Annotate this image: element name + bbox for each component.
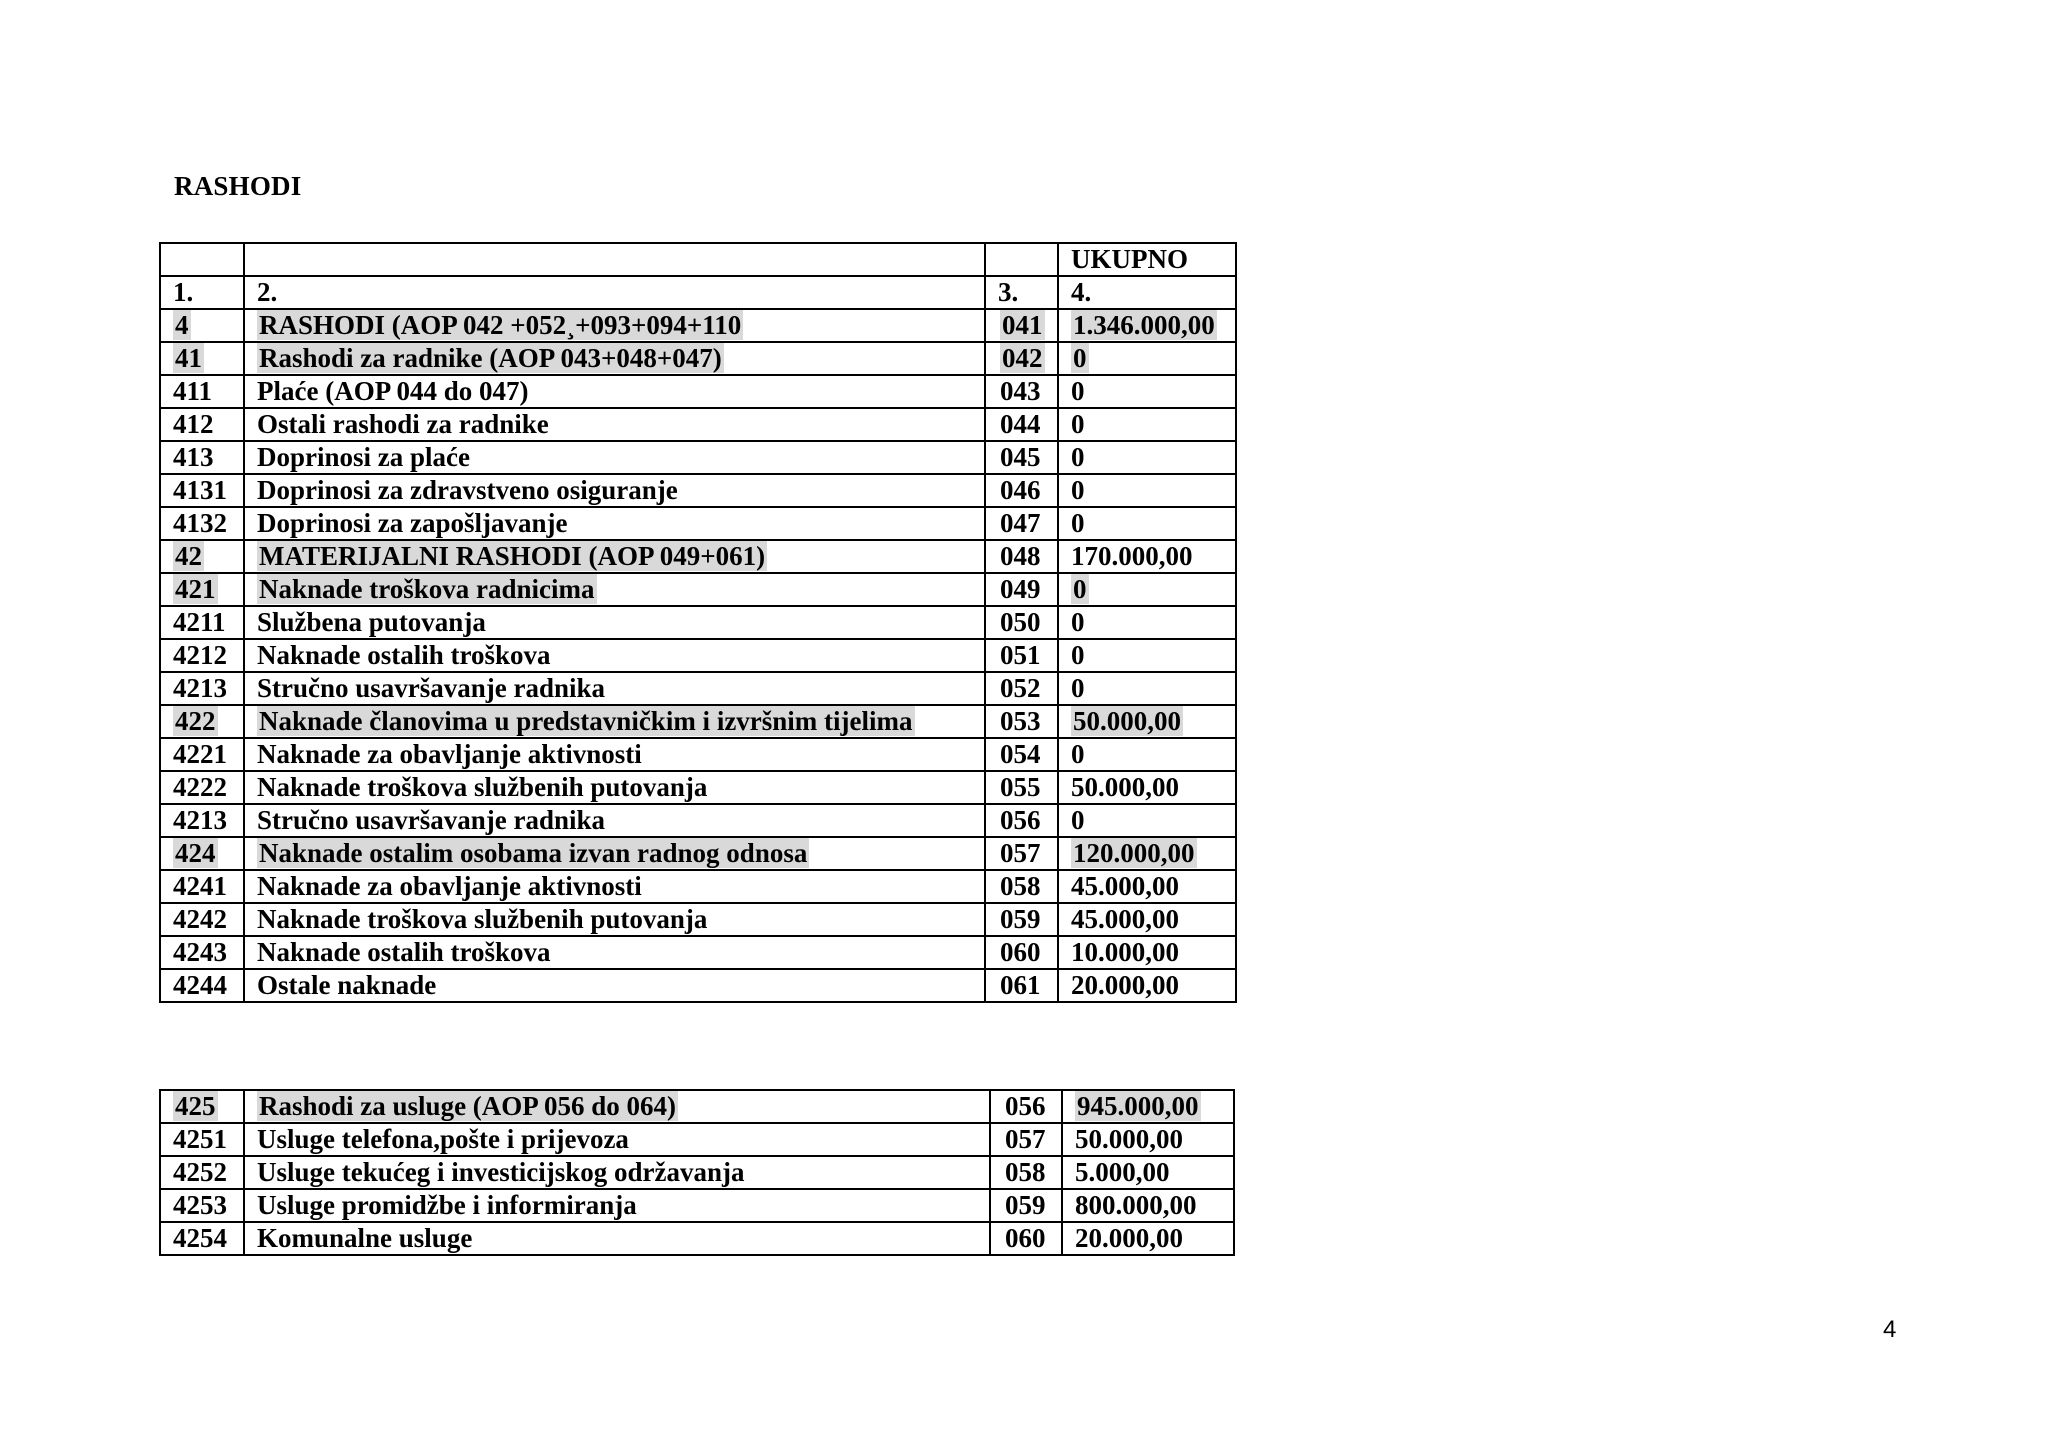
amount: 50.000,00 <box>1071 772 1179 802</box>
account-name-cell <box>244 540 985 573</box>
amount: 800.000,00 <box>1075 1190 1197 1220</box>
table-row <box>160 474 1236 507</box>
account-code: 4254 <box>173 1223 227 1253</box>
column-number-3: 3. <box>985 276 1058 309</box>
account-code-cell <box>160 837 244 870</box>
account-name-cell <box>244 342 985 375</box>
amount: 45.000,00 <box>1071 871 1179 901</box>
table-row <box>160 738 1236 771</box>
aop-code: 042 <box>1002 343 1043 373</box>
account-code-cell <box>160 474 244 507</box>
amount: 20.000,00 <box>1075 1223 1183 1253</box>
account-code-cell <box>160 540 244 573</box>
account-code: 4241 <box>173 871 227 901</box>
account-name-cell <box>244 1222 990 1255</box>
account-code: 42 <box>175 541 202 571</box>
table-row <box>160 606 1236 639</box>
account-name: RASHODI (AOP 042 +052¸+093+094+110 <box>259 310 742 340</box>
account-code-cell <box>160 1189 244 1222</box>
column-number-4: 4. <box>1058 276 1236 309</box>
account-code: 4222 <box>173 772 227 802</box>
account-name-cell <box>244 1123 990 1156</box>
account-name: Naknade troškova službenih putovanja <box>257 904 708 934</box>
account-code: 4213 <box>173 805 227 835</box>
table-row <box>160 804 1236 837</box>
amount: 20.000,00 <box>1071 970 1179 1000</box>
aop-code: 049 <box>1000 574 1041 604</box>
aop-code-cell <box>985 705 1058 738</box>
account-name: Naknade za obavljanje aktivnosti <box>257 871 642 901</box>
table-row <box>160 705 1236 738</box>
account-code: 413 <box>173 442 214 472</box>
aop-code-cell <box>985 804 1058 837</box>
column-number-1: 1. <box>160 276 244 309</box>
aop-code-cell <box>985 639 1058 672</box>
table-row <box>160 375 1236 408</box>
services-table-body <box>160 1090 1234 1255</box>
amount-cell <box>1058 573 1236 606</box>
aop-code: 056 <box>1005 1091 1046 1121</box>
aop-code-cell <box>985 672 1058 705</box>
amount-cell <box>1062 1222 1234 1255</box>
account-name: MATERIJALNI RASHODI (AOP 049+061) <box>259 541 766 571</box>
amount-cell <box>1058 870 1236 903</box>
amount: 0 <box>1071 442 1085 472</box>
account-code: 4132 <box>173 508 227 538</box>
amount: 0 <box>1073 574 1087 604</box>
amount: 0 <box>1071 508 1085 538</box>
aop-code-cell <box>985 936 1058 969</box>
amount-cell <box>1058 903 1236 936</box>
account-code-cell <box>160 408 244 441</box>
table-row <box>160 441 1236 474</box>
header-cell-2 <box>244 243 985 276</box>
account-code-cell <box>160 804 244 837</box>
column-number-row <box>160 276 1236 309</box>
account-name-cell <box>244 837 985 870</box>
amount-cell <box>1058 738 1236 771</box>
amount: 50.000,00 <box>1075 1124 1183 1154</box>
account-code: 4131 <box>173 475 227 505</box>
account-name-cell <box>244 606 985 639</box>
amount: 0 <box>1071 739 1085 769</box>
account-code-cell <box>160 639 244 672</box>
account-code-cell <box>160 1222 244 1255</box>
aop-code: 058 <box>1000 871 1041 901</box>
amount-cell <box>1058 408 1236 441</box>
account-name-cell <box>244 903 985 936</box>
account-code-cell <box>160 573 244 606</box>
aop-code-cell <box>990 1123 1062 1156</box>
aop-code-cell <box>985 606 1058 639</box>
page-heading: RASHODI <box>174 171 302 201</box>
account-code-cell <box>160 705 244 738</box>
account-name-cell <box>244 804 985 837</box>
aop-code-cell <box>990 1156 1062 1189</box>
account-name-cell <box>244 1090 990 1123</box>
table-row <box>160 870 1236 903</box>
aop-code: 044 <box>1000 409 1041 439</box>
account-code-cell <box>160 936 244 969</box>
table-row <box>160 639 1236 672</box>
account-code: 4251 <box>173 1124 227 1154</box>
account-name-cell <box>244 573 985 606</box>
account-code-cell <box>160 375 244 408</box>
aop-code-cell <box>985 903 1058 936</box>
account-code: 4213 <box>173 673 227 703</box>
amount-cell <box>1062 1123 1234 1156</box>
account-code-cell <box>160 738 244 771</box>
account-code-cell <box>160 342 244 375</box>
amount-cell <box>1058 606 1236 639</box>
amount-cell <box>1058 837 1236 870</box>
amount-cell <box>1062 1156 1234 1189</box>
table-row <box>160 507 1236 540</box>
table-row <box>160 540 1236 573</box>
amount-cell <box>1058 639 1236 672</box>
aop-code-cell <box>985 375 1058 408</box>
account-name: Rashodi za radnike (AOP 043+048+047) <box>259 343 722 373</box>
account-name: Službena putovanja <box>257 607 486 637</box>
account-name: Naknade članovima u predstavničkim i izvršnim tijelima <box>259 706 913 736</box>
account-name-cell <box>244 1156 990 1189</box>
page-number: 4 <box>1883 1316 1897 1343</box>
aop-code-cell <box>985 573 1058 606</box>
amount: 5.000,00 <box>1075 1157 1170 1187</box>
expenses-table-body <box>160 243 1236 1002</box>
aop-code: 059 <box>1005 1190 1046 1220</box>
amount: 1.346.000,00 <box>1073 310 1215 340</box>
amount-cell <box>1058 507 1236 540</box>
amount-cell <box>1058 804 1236 837</box>
amount: 0 <box>1071 607 1085 637</box>
amount-cell <box>1058 969 1236 1002</box>
account-name-cell <box>244 705 985 738</box>
table-row <box>160 903 1236 936</box>
aop-code: 055 <box>1000 772 1041 802</box>
aop-code-cell <box>985 507 1058 540</box>
account-name-cell <box>244 474 985 507</box>
amount: 0 <box>1071 376 1085 406</box>
account-name-cell <box>244 408 985 441</box>
amount: 0 <box>1073 343 1087 373</box>
account-name: Usluge telefona,pošte i prijevoza <box>257 1124 629 1154</box>
aop-code: 051 <box>1000 640 1041 670</box>
account-name: Naknade za obavljanje aktivnosti <box>257 739 642 769</box>
account-name-cell <box>244 441 985 474</box>
table-row <box>160 936 1236 969</box>
amount: 945.000,00 <box>1077 1091 1199 1121</box>
aop-code: 060 <box>1000 937 1041 967</box>
account-code: 411 <box>173 376 213 406</box>
aop-code: 060 <box>1005 1223 1046 1253</box>
aop-code-cell <box>985 309 1058 342</box>
column-number-2: 2. <box>244 276 985 309</box>
account-name-cell <box>244 309 985 342</box>
aop-code-cell <box>985 870 1058 903</box>
amount-cell <box>1058 672 1236 705</box>
account-name: Ostali rashodi za radnike <box>257 409 549 439</box>
account-code: 41 <box>175 343 202 373</box>
account-name: Usluge tekućeg i investicijskog održavanja <box>257 1157 745 1187</box>
amount-cell <box>1062 1189 1234 1222</box>
account-code: 424 <box>175 838 216 868</box>
amount-cell <box>1062 1090 1234 1123</box>
aop-code-cell <box>990 1189 1062 1222</box>
account-name: Plaće (AOP 044 do 047) <box>257 376 529 406</box>
aop-code: 050 <box>1000 607 1041 637</box>
table-row <box>160 408 1236 441</box>
account-code-cell <box>160 309 244 342</box>
account-code: 422 <box>175 706 216 736</box>
header-cell-3 <box>985 243 1058 276</box>
account-code: 4252 <box>173 1157 227 1187</box>
amount: 120.000,00 <box>1073 838 1195 868</box>
account-name: Naknade ostalih troškova <box>257 640 551 670</box>
account-code-cell <box>160 1156 244 1189</box>
account-code: 4 <box>175 310 189 340</box>
amount: 50.000,00 <box>1073 706 1181 736</box>
account-name-cell <box>244 969 985 1002</box>
account-code-cell <box>160 1090 244 1123</box>
account-name: Naknade ostalih troškova <box>257 937 551 967</box>
table-row <box>160 771 1236 804</box>
aop-code-cell <box>985 408 1058 441</box>
account-code: 4212 <box>173 640 227 670</box>
account-code-cell <box>160 606 244 639</box>
amount-cell <box>1058 936 1236 969</box>
table-row <box>160 1156 1234 1189</box>
aop-code: 043 <box>1000 376 1041 406</box>
aop-code: 054 <box>1000 739 1041 769</box>
account-name: Doprinosi za zdravstveno osiguranje <box>257 475 678 505</box>
amount-cell <box>1058 540 1236 573</box>
account-name: Rashodi za usluge (AOP 056 do 064) <box>259 1091 677 1121</box>
table-row <box>160 837 1236 870</box>
account-name: Naknade troškova službenih putovanja <box>257 772 708 802</box>
aop-code: 048 <box>1000 541 1041 571</box>
account-code: 4242 <box>173 904 227 934</box>
account-name: Naknade troškova radnicima <box>259 574 595 604</box>
aop-code: 057 <box>1005 1124 1046 1154</box>
account-name-cell <box>244 870 985 903</box>
amount-cell <box>1058 771 1236 804</box>
aop-code: 061 <box>1000 970 1041 1000</box>
account-name-cell <box>244 375 985 408</box>
aop-code: 052 <box>1000 673 1041 703</box>
account-name-cell <box>244 672 985 705</box>
account-code: 412 <box>173 409 214 439</box>
amount-cell <box>1058 441 1236 474</box>
amount: 0 <box>1071 673 1085 703</box>
aop-code: 059 <box>1000 904 1041 934</box>
table-row <box>160 342 1236 375</box>
amount-cell <box>1058 309 1236 342</box>
aop-code-cell <box>985 540 1058 573</box>
amount-cell <box>1058 342 1236 375</box>
account-code-cell <box>160 441 244 474</box>
account-name: Komunalne usluge <box>257 1223 473 1253</box>
account-name-cell <box>244 1189 990 1222</box>
account-code: 425 <box>175 1091 216 1121</box>
account-code: 4243 <box>173 937 227 967</box>
aop-code: 057 <box>1000 838 1041 868</box>
aop-code: 056 <box>1000 805 1041 835</box>
account-code-cell <box>160 903 244 936</box>
header-cell-1 <box>160 243 244 276</box>
table-row <box>160 1123 1234 1156</box>
amount: 170.000,00 <box>1071 541 1193 571</box>
aop-code: 047 <box>1000 508 1041 538</box>
account-name-cell <box>244 738 985 771</box>
aop-code-cell <box>985 474 1058 507</box>
aop-code: 041 <box>1002 310 1043 340</box>
account-name: Usluge promidžbe i informiranja <box>257 1190 637 1220</box>
account-code: 4244 <box>173 970 227 1000</box>
account-name: Naknade ostalim osobama izvan radnog odnosa <box>259 838 808 868</box>
account-name: Doprinosi za plaće <box>257 442 470 472</box>
account-name-cell <box>244 771 985 804</box>
expenses-table <box>159 242 1237 1003</box>
account-code-cell <box>160 969 244 1002</box>
aop-code: 045 <box>1000 442 1041 472</box>
account-code: 421 <box>175 574 216 604</box>
header-row <box>160 243 1236 276</box>
account-name: Ostale naknade <box>257 970 437 1000</box>
amount: 0 <box>1071 409 1085 439</box>
account-name-cell <box>244 936 985 969</box>
account-code-cell <box>160 771 244 804</box>
aop-code-cell <box>985 969 1058 1002</box>
amount-cell <box>1058 375 1236 408</box>
amount: 0 <box>1071 475 1085 505</box>
account-code: 4221 <box>173 739 227 769</box>
table-row <box>160 1222 1234 1255</box>
table-row <box>160 969 1236 1002</box>
services-table <box>159 1089 1235 1256</box>
aop-code: 058 <box>1005 1157 1046 1187</box>
header-cell-total: UKUPNO <box>1058 243 1236 276</box>
aop-code: 046 <box>1000 475 1041 505</box>
aop-code: 053 <box>1000 706 1041 736</box>
account-name: Stručno usavršavanje radnika <box>257 805 606 835</box>
table-row <box>160 1189 1234 1222</box>
aop-code-cell <box>985 837 1058 870</box>
account-code-cell <box>160 870 244 903</box>
account-code-cell <box>160 672 244 705</box>
account-code-cell <box>160 507 244 540</box>
aop-code-cell <box>985 441 1058 474</box>
aop-code-cell <box>985 771 1058 804</box>
account-name-cell <box>244 507 985 540</box>
aop-code-cell <box>985 738 1058 771</box>
account-name: Doprinosi za zapošljavanje <box>257 508 568 538</box>
amount: 0 <box>1071 640 1085 670</box>
account-code: 4253 <box>173 1190 227 1220</box>
table-row <box>160 573 1236 606</box>
account-name-cell <box>244 639 985 672</box>
aop-code-cell <box>990 1090 1062 1123</box>
amount: 45.000,00 <box>1071 904 1179 934</box>
amount: 10.000,00 <box>1071 937 1179 967</box>
account-code: 4211 <box>173 607 226 637</box>
account-name: Stručno usavršavanje radnika <box>257 673 606 703</box>
amount-cell <box>1058 705 1236 738</box>
amount-cell <box>1058 474 1236 507</box>
aop-code-cell <box>985 342 1058 375</box>
table-row <box>160 672 1236 705</box>
aop-code-cell <box>990 1222 1062 1255</box>
amount: 0 <box>1071 805 1085 835</box>
account-code-cell <box>160 1123 244 1156</box>
table-row <box>160 1090 1234 1123</box>
table-row <box>160 309 1236 342</box>
